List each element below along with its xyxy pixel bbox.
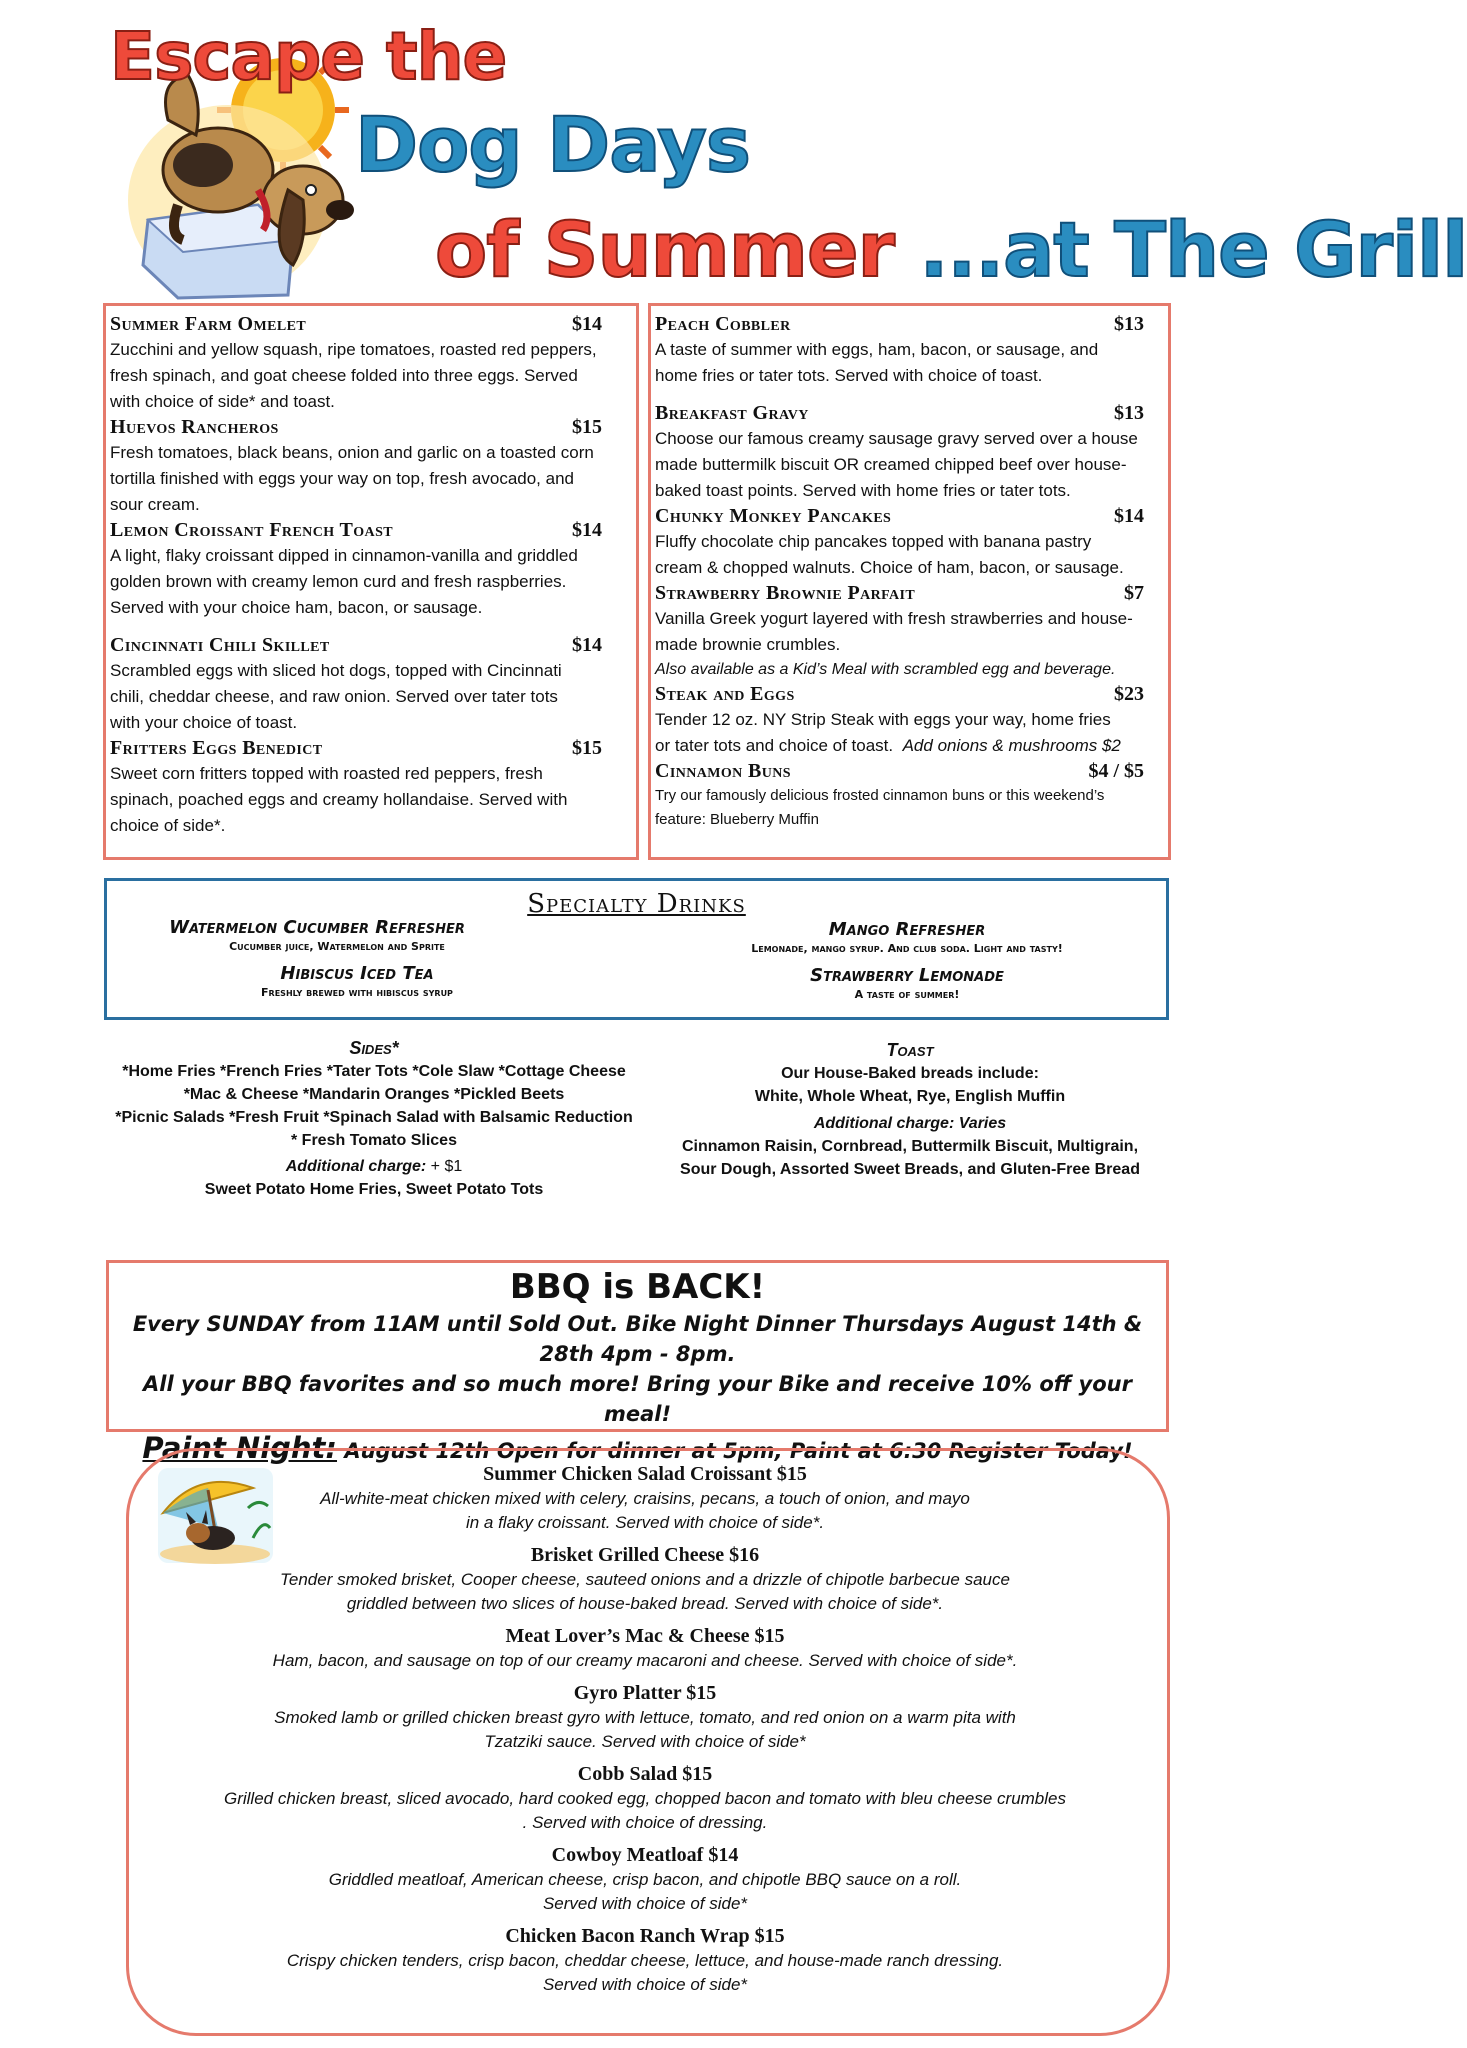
- drink-desc: A taste of summer!: [854, 988, 960, 1001]
- lunch-item-desc: Grilled chicken breast, sliced avocado, hard cooked egg, chopped bacon and tomato with bleu cheese crumbles: [223, 1789, 1066, 1808]
- item-name: Steak and Eggs: [655, 683, 795, 705]
- item-desc: spinach, poached eggs and creamy hollandaise. Served with: [110, 790, 568, 809]
- item-note: Also available as a Kid’s Meal with scrambled egg and beverage.: [655, 661, 1116, 678]
- lunch-item-desc: Served with choice of side*: [542, 1975, 748, 1994]
- item-desc: home fries or tater tots. Served with choice of toast.: [655, 366, 1043, 385]
- lunch-item: [140, 1462, 1150, 1535]
- lunch-item: [140, 1924, 1150, 1997]
- lunch-item-desc: Ham, bacon, and sausage on top of our creamy macaroni and cheese. Served with choice of side*.: [272, 1651, 1018, 1670]
- title-line-3a: of Summer: [435, 205, 894, 294]
- title-line-2: Dog Days: [355, 100, 750, 189]
- lunch-item-desc: All-white-meat chicken mixed with celery, craisins, pecans, a touch of onion, and mayo: [320, 1489, 970, 1508]
- toast-breads: White, Whole Wheat, Rye, English Muffin: [754, 1088, 1066, 1105]
- menu-item: [655, 401, 1162, 504]
- item-desc: fresh spinach, and goat cheese folded into three eggs. Served: [110, 366, 578, 385]
- drink-item: [687, 965, 1127, 1003]
- lunch-item-desc: Griddled meatloaf, American cheese, crisp bacon, and chipotle BBQ sauce on a roll.: [328, 1870, 962, 1889]
- drink-desc: Lemonade, mango syrup. And club soda. Light and tasty!: [751, 942, 1063, 955]
- lunch-item-desc: Crispy chicken tenders, crisp bacon, cheddar cheese, lettuce, and house-made ranch dressing.: [286, 1951, 1004, 1970]
- drink-item: [687, 919, 1127, 957]
- item-desc: Choose our famous creamy sausage gravy served over a house: [655, 429, 1138, 448]
- drink-name: Strawberry Lemonade: [810, 965, 1004, 986]
- menu-item: [655, 504, 1162, 581]
- lunch-item-desc: in a flaky croissant. Served with choice of side*.: [465, 1513, 825, 1532]
- item-desc: Scrambled eggs with sliced hot dogs, topped with Cincinnati: [110, 661, 562, 680]
- lunch-item-desc: Tzatziki sauce. Served with choice of side*: [484, 1732, 806, 1751]
- lunch-item-name: Cobb Salad $15: [577, 1763, 713, 1785]
- item-price: $23: [1114, 683, 1144, 705]
- lunch-item-desc: . Served with choice of dressing.: [522, 1813, 768, 1832]
- item-price: $4 / $5: [1088, 760, 1144, 782]
- item-desc: Sweet corn fritters topped with roasted red peppers, fresh: [110, 764, 543, 783]
- sides-extra-label: Additional charge:: [285, 1158, 427, 1175]
- menu-item: [110, 312, 630, 415]
- item-desc: choice of side*.: [110, 816, 226, 835]
- item-name: Lemon Croissant French Toast: [110, 519, 393, 541]
- sides-extra-items: Sweet Potato Home Fries, Sweet Potato Tots: [204, 1181, 544, 1198]
- menu-item: [655, 682, 1162, 759]
- item-addon-note: Add onions & mushrooms $2: [902, 736, 1121, 755]
- item-price: $13: [1114, 402, 1144, 424]
- bbq-announcement: [106, 1260, 1169, 1465]
- title-line-3b: ...at The Grill: [919, 205, 1467, 294]
- breakfast-left-panel: [103, 303, 639, 860]
- toast-extra-line: Cinnamon Raisin, Cornbread, Buttermilk Biscuit, Multigrain,: [681, 1138, 1139, 1155]
- item-desc: made buttermilk biscuit OR creamed chipped beef over house-: [655, 455, 1127, 474]
- item-desc: feature: Blueberry Muffin: [655, 811, 819, 828]
- sides-line: *Home Fries *French Fries *Tater Tots *Cole Slaw *Cottage Cheese: [122, 1063, 626, 1080]
- sides-extra-value: + $1: [426, 1158, 463, 1175]
- lunch-item-name: Meat Lover’s Mac & Cheese $15: [505, 1625, 785, 1647]
- item-desc: baked toast points. Served with home fries or tater tots.: [655, 481, 1071, 500]
- item-desc: sour cream.: [110, 495, 200, 514]
- item-desc-text: or tater tots and choice of toast.: [655, 736, 894, 755]
- lunch-item-name: Chicken Bacon Ranch Wrap $15: [505, 1925, 785, 1947]
- item-name: Chunky Monkey Pancakes: [655, 505, 892, 527]
- lunch-item: [140, 1543, 1150, 1616]
- item-name: Breakfast Gravy: [655, 402, 809, 424]
- item-desc: Fluffy chocolate chip pancakes topped with banana pastry: [655, 532, 1092, 551]
- paint-night-label: Paint Night:: [142, 1431, 338, 1465]
- item-desc: Try our famously delicious frosted cinnamon buns or this weekend’s: [655, 787, 1105, 804]
- lunch-item: [140, 1624, 1150, 1673]
- breakfast-right-panel: [648, 303, 1171, 860]
- item-name: Strawberry Brownie Parfait: [655, 582, 916, 604]
- bbq-title: BBQ is BACK!: [509, 1267, 766, 1307]
- drink-name: Hibiscus Iced Tea: [280, 963, 434, 984]
- sides-line: *Mac & Cheese *Mandarin Oranges *Pickled Beets: [183, 1086, 565, 1103]
- item-desc: A taste of summer with eggs, ham, bacon, or sausage, and: [655, 340, 1099, 359]
- item-desc: made brownie crumbles.: [655, 635, 841, 654]
- item-price: $15: [572, 416, 602, 438]
- menu-item: [110, 518, 630, 621]
- menu-item: [655, 581, 1162, 682]
- item-desc: Fresh tomatoes, black beans, onion and garlic on a toasted corn: [110, 443, 594, 462]
- lunch-item-desc: griddled between two slices of house-baked bread. Served with choice of side*.: [346, 1594, 944, 1613]
- item-desc: chili, cheddar cheese, and raw onion. Served over tater tots: [110, 687, 558, 706]
- sides-extra: [104, 1155, 644, 1178]
- item-price: $14: [1114, 505, 1144, 527]
- item-price: $14: [572, 634, 602, 656]
- item-price: $13: [1114, 313, 1144, 335]
- menu-item: [110, 415, 630, 518]
- title-line-3: [435, 205, 1467, 294]
- menu-item: [110, 633, 630, 736]
- specialty-drinks-panel: [104, 878, 1169, 1020]
- toast-section: [660, 1038, 1160, 1181]
- sides-line: * Fresh Tomato Slices: [291, 1132, 457, 1149]
- bbq-line: All your BBQ favorites and so much more! Bring your Bike and receive 10% off your meal!: [143, 1372, 1132, 1426]
- lunch-item-name: Brisket Grilled Cheese $16: [530, 1544, 760, 1566]
- item-desc: Tender 12 oz. NY Strip Steak with eggs your way, home fries: [655, 710, 1111, 729]
- toast-intro: Our House-Baked breads include:: [781, 1065, 1039, 1082]
- lunch-item: [140, 1681, 1150, 1754]
- lunch-item-name: Cowboy Meatloaf $14: [551, 1844, 739, 1866]
- item-desc: [655, 733, 1162, 759]
- sides-section: [104, 1036, 644, 1201]
- item-name: Summer Farm Omelet: [110, 313, 307, 335]
- lunch-item: [140, 1762, 1150, 1835]
- title-line-1: Escape the: [110, 18, 507, 95]
- lunch-item-name: Gyro Platter $15: [573, 1682, 717, 1704]
- lunch-item-desc: Served with choice of side*: [542, 1894, 748, 1913]
- paint-night-text: August 12th Open for dinner at 5pm, Paint at 6:30 Register Today!: [337, 1439, 1133, 1463]
- drinks-title: Specialty Drinks: [527, 889, 746, 919]
- item-desc: A light, flaky croissant dipped in cinnamon-vanilla and griddled: [110, 546, 578, 565]
- item-name: Cinnamon Buns: [655, 760, 791, 782]
- item-desc: with your choice of toast.: [110, 713, 298, 732]
- sides-title: Sides*: [349, 1038, 399, 1058]
- item-desc: tortilla finished with eggs your way on top, fresh avocado, and: [110, 469, 574, 488]
- item-price: $14: [572, 313, 602, 335]
- item-desc: Zucchini and yellow squash, ripe tomatoes, roasted red peppers,: [110, 340, 597, 359]
- drink-name: Mango Refresher: [828, 919, 986, 940]
- drink-name: Watermelon Cucumber Refresher: [169, 917, 465, 938]
- item-price: $7: [1124, 582, 1144, 604]
- item-name: Fritters Eggs Benedict: [110, 737, 323, 759]
- bbq-line: Every SUNDAY from 11AM until Sold Out. Bike Night Dinner Thursdays August 14th & 28th 4pm - 8pm.: [132, 1312, 1143, 1366]
- item-price: $15: [572, 737, 602, 759]
- item-desc: golden brown with creamy lemon curd and fresh raspberries.: [110, 572, 567, 591]
- drink-desc: Freshly brewed with hibiscus syrup: [261, 986, 453, 999]
- menu-item: [655, 312, 1162, 389]
- drink-item: [167, 963, 547, 1001]
- toast-extra-line: Sour Dough, Assorted Sweet Breads, and Gluten-Free Bread: [680, 1161, 1140, 1178]
- item-name: Cincinnati Chili Skillet: [110, 634, 330, 656]
- lunch-item-desc: Smoked lamb or grilled chicken breast gyro with lettuce, tomato, and red onion on a warm pita with: [274, 1708, 1016, 1727]
- lunch-item-name: Summer Chicken Salad Croissant $15: [483, 1463, 807, 1485]
- menu-item: [655, 759, 1162, 832]
- drink-item: [127, 917, 507, 955]
- sides-line: *Picnic Salads *Fresh Fruit *Spinach Salad with Balsamic Reduction: [115, 1109, 633, 1126]
- toast-title: Toast: [886, 1040, 934, 1060]
- item-desc: Vanilla Greek yogurt layered with fresh strawberries and house-: [655, 609, 1133, 628]
- item-desc: Served with your choice ham, bacon, or sausage.: [110, 598, 483, 617]
- lunch-item-desc: Tender smoked brisket, Cooper cheese, sauteed onions and a drizzle of chipotle barbecue sauce: [280, 1570, 1010, 1589]
- item-price: $14: [572, 519, 602, 541]
- item-desc: with choice of side* and toast.: [110, 392, 335, 411]
- item-desc: cream & chopped walnuts. Choice of ham, bacon, or sausage.: [655, 558, 1124, 577]
- item-name: Huevos Rancheros: [110, 416, 279, 438]
- toast-extra-label: Additional charge: Varies: [813, 1115, 1007, 1132]
- lunch-item: [140, 1843, 1150, 1916]
- item-name: Peach Cobbler: [655, 313, 791, 335]
- menu-item: [110, 736, 630, 839]
- drink-desc: Cucumber juice, Watermelon and Sprite: [229, 940, 445, 953]
